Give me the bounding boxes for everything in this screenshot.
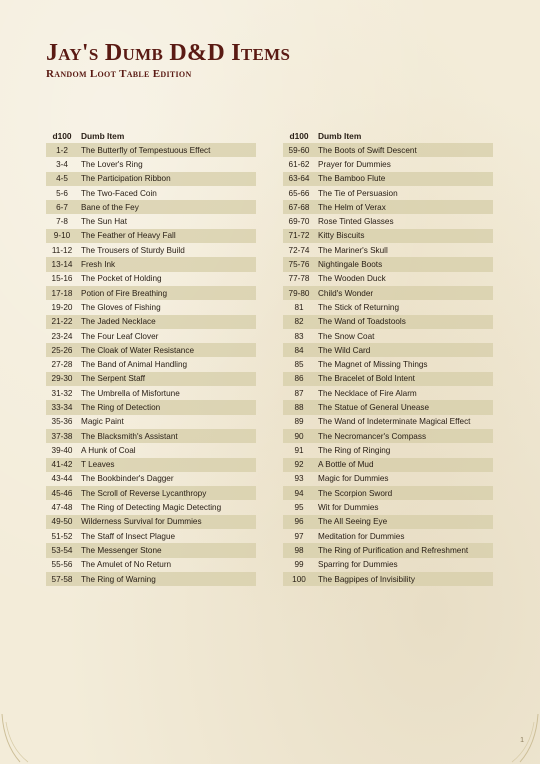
roll-range: 89 — [294, 417, 304, 427]
table-row — [46, 386, 256, 400]
item-name: Meditation for Dummies — [318, 531, 405, 541]
table-row — [283, 543, 493, 557]
table-row — [46, 300, 256, 314]
roll-range: 65-66 — [288, 188, 310, 198]
table-header-row — [46, 128, 256, 143]
table-row — [46, 172, 256, 186]
roll-range: 49-50 — [46, 515, 78, 529]
table-row — [283, 386, 493, 400]
roll-range: 35-36 — [51, 417, 73, 427]
item-name: The Band of Animal Handling — [81, 360, 188, 370]
roll-range: 13-14 — [46, 257, 78, 271]
item-name: The Wand of Toadstools — [315, 315, 493, 329]
roll-range: 61-62 — [288, 159, 310, 169]
table-row — [46, 329, 256, 343]
page-number: 1 — [520, 737, 524, 744]
roll-range: 67-68 — [283, 200, 315, 214]
item-name: The Two-Faced Coin — [81, 188, 157, 198]
item-name: Wit for Dummies — [318, 503, 379, 513]
table-row — [46, 357, 256, 371]
table-row — [46, 515, 256, 529]
loot-table-left — [46, 128, 256, 586]
table-row — [46, 272, 256, 286]
roll-range: 84 — [283, 343, 315, 357]
roll-range: 39-40 — [51, 445, 73, 455]
item-name: The Bookbinder's Dagger — [81, 474, 174, 484]
table-row — [46, 286, 256, 300]
table-row — [283, 172, 493, 186]
roll-range: 86 — [283, 372, 315, 386]
item-name: A Hunk of Coal — [81, 445, 136, 455]
roll-range: 17-18 — [46, 286, 78, 300]
roll-range: 99 — [294, 560, 304, 570]
roll-range: 93 — [294, 474, 304, 484]
item-name: The Amulet of No Return — [81, 560, 172, 570]
table-row — [283, 243, 493, 257]
roll-range: 59-60 — [283, 143, 315, 157]
item-name: The Boots of Swift Descent — [315, 143, 493, 157]
table-row — [46, 229, 256, 243]
table-row — [46, 415, 256, 429]
table-row — [283, 429, 493, 443]
roll-range: 94 — [283, 486, 315, 500]
roll-range: 81 — [294, 302, 304, 312]
item-name: The Wooden Duck — [318, 274, 386, 284]
roll-range: 51-52 — [51, 531, 73, 541]
loot-table-right — [283, 128, 493, 586]
table-row — [283, 315, 493, 329]
roll-range: 47-48 — [51, 503, 73, 513]
item-name: The Pocket of Holding — [81, 274, 162, 284]
item-name: The Mariner's Skull — [318, 245, 388, 255]
item-name: The Feather of Heavy Fall — [78, 229, 256, 243]
item-name: The Ring of Detection — [78, 400, 256, 414]
table-row — [46, 558, 256, 572]
page-subtitle: Random Loot Table Edition — [46, 68, 192, 80]
table-row — [46, 257, 256, 271]
table-row — [283, 229, 493, 243]
roll-range: 29-30 — [46, 372, 78, 386]
roll-range: 21-22 — [46, 315, 78, 329]
roll-range: 43-44 — [51, 474, 73, 484]
page-title: Jay's Dumb D&D Items — [46, 40, 291, 66]
roll-range: 75-76 — [283, 257, 315, 271]
roll-range: 37-38 — [46, 429, 78, 443]
corner-ornament-right — [480, 704, 540, 764]
table-row — [46, 143, 256, 157]
roll-range: 7-8 — [56, 217, 68, 227]
corner-ornament-left — [0, 704, 60, 764]
roll-range: 91 — [294, 445, 304, 455]
item-name: The Four Leaf Clover — [81, 331, 159, 341]
table-row — [283, 329, 493, 343]
item-name: The Tie of Persuasion — [318, 188, 398, 198]
item-name: The Sun Hat — [81, 217, 127, 227]
table-row — [46, 458, 256, 472]
table-row — [283, 157, 493, 171]
table-row — [46, 214, 256, 228]
roll-range: 90 — [283, 429, 315, 443]
roll-range: 77-78 — [288, 274, 310, 284]
item-name: The Snow Coat — [318, 331, 375, 341]
item-name: The Helm of Verax — [315, 200, 493, 214]
table-row — [283, 143, 493, 157]
roll-range: 72-74 — [288, 245, 310, 255]
item-name: The Bamboo Flute — [315, 172, 493, 186]
table-row — [46, 429, 256, 443]
table-row — [46, 400, 256, 414]
item-name: The Bagpipes of Invisibility — [315, 572, 493, 586]
item-name: The Cloak of Water Resistance — [78, 343, 256, 357]
roll-range: 95 — [294, 503, 304, 513]
roll-range: 41-42 — [46, 458, 78, 472]
roll-range: 27-28 — [51, 360, 73, 370]
roll-range: 45-46 — [46, 486, 78, 500]
item-name: Bane of the Fey — [78, 200, 256, 214]
item-name: The Scroll of Reverse Lycanthropy — [78, 486, 256, 500]
item-name: The Magnet of Missing Things — [318, 360, 428, 370]
item-name: The Umbrella of Misfortune — [81, 388, 180, 398]
item-name: The Serpent Staff — [78, 372, 256, 386]
item-name: Child's Wonder — [315, 286, 493, 300]
item-name: The Lover's Ring — [81, 159, 143, 169]
table-row — [46, 572, 256, 586]
item-name: The Butterfly of Tempestuous Effect — [78, 143, 256, 157]
table-row — [46, 529, 256, 543]
roll-range: 100 — [283, 572, 315, 586]
item-name: The Wand of Indeterminate Magical Effect — [318, 417, 471, 427]
table-row — [46, 443, 256, 457]
item-name: The Blacksmith's Assistant — [78, 429, 256, 443]
table-row — [283, 500, 493, 514]
roll-range: 82 — [283, 315, 315, 329]
item-name: Rose Tinted Glasses — [318, 217, 394, 227]
item-name: Fresh Ink — [78, 257, 256, 271]
table-row — [283, 515, 493, 529]
roll-range: 96 — [283, 515, 315, 529]
item-name: The Ring of Detecting Magic Detecting — [81, 503, 222, 513]
table-row — [283, 286, 493, 300]
item-name: The Messenger Stone — [78, 543, 256, 557]
item-name: The All Seeing Eye — [315, 515, 493, 529]
table-row — [283, 486, 493, 500]
roll-range: 57-58 — [46, 572, 78, 586]
roll-range: 79-80 — [283, 286, 315, 300]
table-row — [283, 272, 493, 286]
table-row — [283, 214, 493, 228]
roll-range: 88 — [283, 400, 315, 414]
roll-range: 3-4 — [56, 159, 68, 169]
roll-range: 23-24 — [51, 331, 73, 341]
roll-range: 31-32 — [51, 388, 73, 398]
table-row — [46, 472, 256, 486]
item-name: The Necklace of Fire Alarm — [318, 388, 417, 398]
roll-range: 85 — [294, 360, 304, 370]
item-name: The Statue of General Unease — [315, 400, 493, 414]
roll-range: 69-70 — [288, 217, 310, 227]
item-name: Prayer for Dummies — [318, 159, 391, 169]
roll-range: 83 — [294, 331, 304, 341]
roll-range: 15-16 — [51, 274, 73, 284]
roll-range: 25-26 — [46, 343, 78, 357]
item-name: The Trousers of Sturdy Build — [81, 245, 185, 255]
table-row — [46, 343, 256, 357]
table-row — [283, 372, 493, 386]
roll-range: 6-7 — [46, 200, 78, 214]
table-row — [46, 315, 256, 329]
table-row — [283, 458, 493, 472]
item-name: T Leaves — [78, 458, 256, 472]
table-row — [283, 257, 493, 271]
item-name: The Bracelet of Bold Intent — [315, 372, 493, 386]
table-row — [283, 357, 493, 371]
roll-range: 92 — [283, 458, 315, 472]
roll-range: 97 — [294, 531, 304, 541]
roll-range: 11-12 — [51, 245, 73, 255]
table-row — [46, 186, 256, 200]
roll-column-header: d100 — [289, 130, 309, 141]
table-row — [283, 415, 493, 429]
table-row — [283, 472, 493, 486]
table-row — [46, 486, 256, 500]
item-name: Kitty Biscuits — [315, 229, 493, 243]
item-name: A Bottle of Mud — [315, 458, 493, 472]
item-name: The Stick of Returning — [318, 302, 400, 312]
table-row — [283, 529, 493, 543]
roll-range: 63-64 — [283, 172, 315, 186]
item-column-header: Dumb Item — [81, 130, 125, 141]
table-row — [283, 300, 493, 314]
table-row — [46, 372, 256, 386]
roll-range: 33-34 — [46, 400, 78, 414]
item-name: The Ring of Purification and Refreshment — [315, 543, 493, 557]
table-row — [283, 343, 493, 357]
table-row — [46, 157, 256, 171]
item-name: The Ring of Warning — [78, 572, 256, 586]
table-header-row — [283, 128, 493, 143]
item-name: Potion of Fire Breathing — [78, 286, 256, 300]
table-row — [46, 500, 256, 514]
item-name: Sparring for Dummies — [318, 560, 398, 570]
roll-range: 71-72 — [283, 229, 315, 243]
item-name: The Participation Ribbon — [78, 172, 256, 186]
roll-range: 87 — [294, 388, 304, 398]
table-row — [283, 186, 493, 200]
roll-range: 1-2 — [46, 143, 78, 157]
roll-range: 9-10 — [46, 229, 78, 243]
item-name: The Jaded Necklace — [78, 315, 256, 329]
table-row — [283, 572, 493, 586]
roll-range: 5-6 — [56, 188, 68, 198]
item-name: The Necromancer's Compass — [315, 429, 493, 443]
item-name: The Scorpion Sword — [315, 486, 493, 500]
item-name: The Staff of Insect Plague — [81, 531, 176, 541]
item-column-header: Dumb Item — [318, 130, 362, 141]
item-name: The Ring of Ringing — [318, 445, 391, 455]
table-row — [46, 243, 256, 257]
table-row — [283, 443, 493, 457]
item-name: Wilderness Survival for Dummies — [78, 515, 256, 529]
item-name: Magic for Dummies — [318, 474, 389, 484]
item-name: Magic Paint — [81, 417, 124, 427]
table-row — [46, 543, 256, 557]
table-row — [283, 200, 493, 214]
table-row — [283, 400, 493, 414]
table-row — [283, 558, 493, 572]
item-name: The Gloves of Fishing — [81, 302, 161, 312]
table-row — [46, 200, 256, 214]
roll-range: 53-54 — [46, 543, 78, 557]
roll-column-header: d100 — [52, 130, 72, 141]
roll-range: 19-20 — [51, 302, 73, 312]
item-name: The Wild Card — [315, 343, 493, 357]
roll-range: 4-5 — [46, 172, 78, 186]
roll-range: 98 — [283, 543, 315, 557]
item-name: Nightingale Boots — [315, 257, 493, 271]
roll-range: 55-56 — [51, 560, 73, 570]
